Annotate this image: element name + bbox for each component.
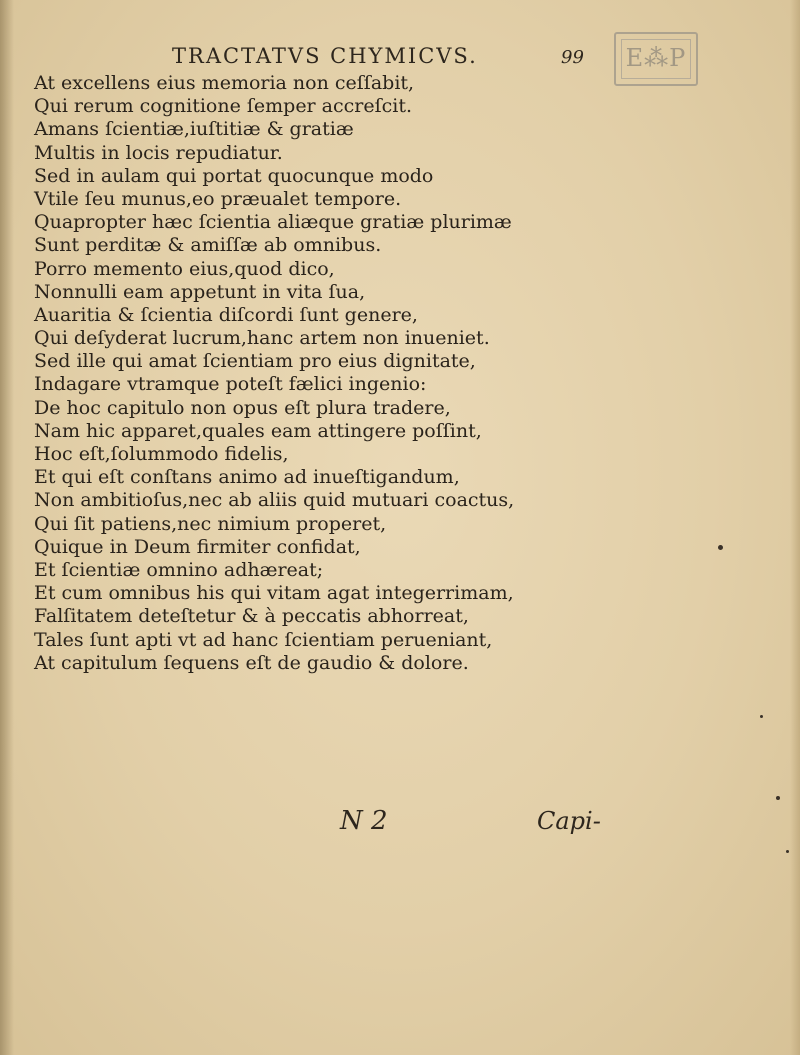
catchword: Capi- bbox=[537, 807, 601, 835]
spine-shadow bbox=[0, 0, 14, 1055]
running-head: TRACTATVS CHYMICVS. bbox=[172, 44, 478, 68]
ink-speck bbox=[718, 545, 723, 550]
verse-line: Nam hic apparet,quales eam attingere poſſint, bbox=[34, 419, 482, 442]
verse-line: Qui deſyderat lucrum,hanc artem non inueniet. bbox=[34, 327, 490, 350]
page-edge bbox=[790, 0, 800, 1055]
signature-mark: N 2 bbox=[340, 806, 388, 836]
verse-line: Quique in Deum firmiter confidat, bbox=[34, 535, 361, 558]
verse-line: Indagare vtramque poteſt fælici ingenio: bbox=[34, 373, 427, 396]
verse-line: Falſitatem deteſtetur & à peccatis abhorreat, bbox=[34, 605, 469, 628]
verse-line: Amans ſcientiæ,iuſtitiæ & gratiæ bbox=[34, 118, 354, 141]
verse-line: Et cum omnibus his qui vitam agat integerrimam, bbox=[34, 582, 514, 605]
verse-line: Tales ſunt apti vt ad hanc ſcientiam perueniant, bbox=[34, 628, 493, 651]
verse-line: De hoc capitulo non opus eſt plura tradere, bbox=[34, 396, 451, 419]
verse-line: Qui ſit patiens,nec nimium properet, bbox=[34, 512, 387, 535]
verse-line: Qui rerum cognitione ſemper accreſcit. bbox=[34, 95, 413, 118]
ink-speck bbox=[786, 850, 789, 853]
stamp-text: E⁂P bbox=[625, 44, 687, 72]
page-number: 99 bbox=[561, 47, 584, 68]
verse-line: At excellens eius memoria non ceſſabit, bbox=[34, 72, 415, 94]
verse-line: Sunt perditæ & amiſſæ ab omnibus. bbox=[34, 234, 382, 257]
verse-line: Vtile ſeu munus,eo præualet tempore. bbox=[34, 187, 402, 210]
ink-speck bbox=[776, 796, 780, 800]
verse-text bbox=[34, 72, 734, 675]
verse-line: Et ſcientiæ omnino adhæreat; bbox=[34, 558, 324, 581]
verse-line: Hoc eſt,ſolummodo fidelis, bbox=[34, 443, 289, 465]
verse-line: At capitulum ſequens eſt de gaudio & dolore. bbox=[34, 651, 469, 674]
verse-line: Auaritia & ſcientia diſcordi ſunt genere, bbox=[34, 303, 418, 326]
verse-line: Sed in aulam qui portat quocunque modo bbox=[34, 164, 434, 187]
verse-line: Quapropter hæc ſcientia aliæque gratiæ plurimæ bbox=[34, 211, 512, 234]
verse-line: Sed ille qui amat ſcientiam pro eius dignitate, bbox=[34, 350, 476, 373]
verse-line: Porro memento eius,quod dico, bbox=[34, 257, 335, 280]
verse-line: Nonnulli eam appetunt in vita ſua, bbox=[34, 280, 366, 303]
verse-line: Et qui eſt conſtans animo ad inueſtigandum, bbox=[34, 466, 460, 489]
verse-line: Multis in locis repudiatur. bbox=[34, 141, 283, 164]
verse-line: Non ambitioſus,nec ab aliis quid mutuari coactus, bbox=[34, 489, 515, 512]
ink-speck bbox=[760, 715, 763, 718]
